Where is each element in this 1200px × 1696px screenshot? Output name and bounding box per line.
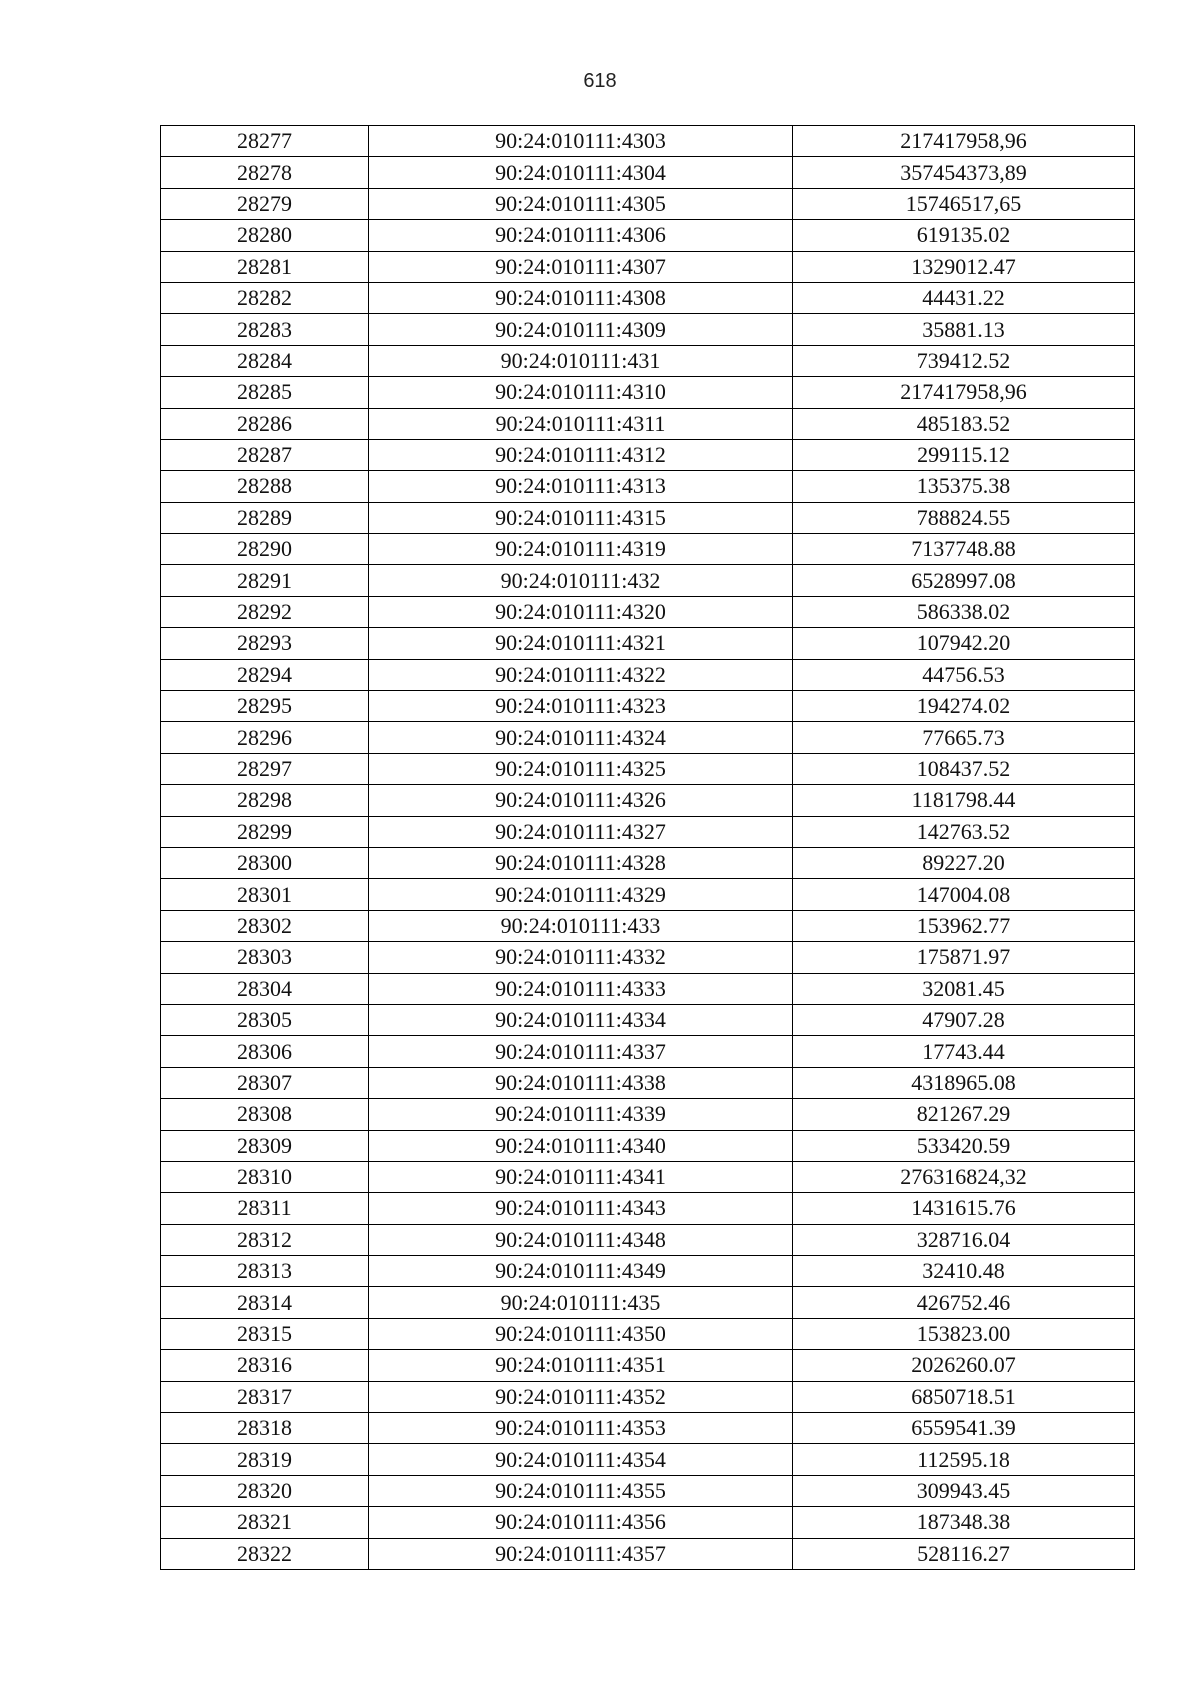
registry-table-body	[161, 126, 1135, 1570]
row-number-cell: 28281	[161, 251, 369, 282]
value-cell: 528116.27	[793, 1538, 1135, 1569]
value-cell: 619135.02	[793, 220, 1135, 251]
table-row	[161, 439, 1135, 470]
value-cell: 112595.18	[793, 1444, 1135, 1475]
value-cell: 147004.08	[793, 879, 1135, 910]
cadastral-number-cell: 90:24:010111:4308	[369, 282, 793, 313]
cadastral-number-cell: 90:24:010111:4348	[369, 1224, 793, 1255]
value-cell: 2026260.07	[793, 1350, 1135, 1381]
row-number-cell: 28316	[161, 1350, 369, 1381]
cadastral-number-cell: 90:24:010111:432	[369, 565, 793, 596]
row-number-cell: 28300	[161, 847, 369, 878]
row-number-cell: 28291	[161, 565, 369, 596]
table-row	[161, 596, 1135, 627]
cadastral-number-cell: 90:24:010111:4357	[369, 1538, 793, 1569]
row-number-cell: 28304	[161, 973, 369, 1004]
row-number-cell: 28311	[161, 1193, 369, 1224]
cadastral-number-cell: 90:24:010111:4329	[369, 879, 793, 910]
value-cell: 533420.59	[793, 1130, 1135, 1161]
table-row	[161, 1287, 1135, 1318]
value-cell: 7137748.88	[793, 534, 1135, 565]
value-cell: 32081.45	[793, 973, 1135, 1004]
cadastral-number-cell: 90:24:010111:4315	[369, 502, 793, 533]
value-cell: 485183.52	[793, 408, 1135, 439]
row-number-cell: 28309	[161, 1130, 369, 1161]
value-cell: 77665.73	[793, 722, 1135, 753]
cadastral-number-cell: 90:24:010111:4350	[369, 1318, 793, 1349]
cadastral-number-cell: 90:24:010111:4304	[369, 157, 793, 188]
value-cell: 217417958,96	[793, 377, 1135, 408]
value-cell: 426752.46	[793, 1287, 1135, 1318]
table-row	[161, 1036, 1135, 1067]
value-cell: 1181798.44	[793, 785, 1135, 816]
cadastral-number-cell: 90:24:010111:4310	[369, 377, 793, 408]
row-number-cell: 28280	[161, 220, 369, 251]
row-number-cell: 28282	[161, 282, 369, 313]
table-row	[161, 314, 1135, 345]
cadastral-number-cell: 90:24:010111:4355	[369, 1475, 793, 1506]
value-cell: 276316824,32	[793, 1161, 1135, 1192]
value-cell: 89227.20	[793, 847, 1135, 878]
table-row	[161, 377, 1135, 408]
table-row	[161, 1256, 1135, 1287]
cadastral-number-cell: 90:24:010111:4322	[369, 659, 793, 690]
table-row	[161, 1161, 1135, 1192]
value-cell: 15746517,65	[793, 188, 1135, 219]
table-row	[161, 753, 1135, 784]
table-row	[161, 1067, 1135, 1098]
cadastral-number-cell: 90:24:010111:4341	[369, 1161, 793, 1192]
value-cell: 175871.97	[793, 942, 1135, 973]
cadastral-number-cell: 90:24:010111:4326	[369, 785, 793, 816]
registry-table	[160, 125, 1135, 1570]
row-number-cell: 28292	[161, 596, 369, 627]
table-row	[161, 471, 1135, 502]
value-cell: 6559541.39	[793, 1413, 1135, 1444]
row-number-cell: 28278	[161, 157, 369, 188]
cadastral-number-cell: 90:24:010111:4313	[369, 471, 793, 502]
row-number-cell: 28294	[161, 659, 369, 690]
row-number-cell: 28320	[161, 1475, 369, 1506]
table-row	[161, 220, 1135, 251]
value-cell: 586338.02	[793, 596, 1135, 627]
table-row	[161, 1538, 1135, 1569]
cadastral-number-cell: 90:24:010111:4312	[369, 439, 793, 470]
row-number-cell: 28308	[161, 1099, 369, 1130]
value-cell: 135375.38	[793, 471, 1135, 502]
value-cell: 44431.22	[793, 282, 1135, 313]
cadastral-number-cell: 90:24:010111:4340	[369, 1130, 793, 1161]
row-number-cell: 28298	[161, 785, 369, 816]
value-cell: 4318965.08	[793, 1067, 1135, 1098]
row-number-cell: 28285	[161, 377, 369, 408]
table-row	[161, 785, 1135, 816]
table-row	[161, 1224, 1135, 1255]
table-row	[161, 1318, 1135, 1349]
table-row	[161, 251, 1135, 282]
row-number-cell: 28293	[161, 628, 369, 659]
table-row	[161, 942, 1135, 973]
row-number-cell: 28317	[161, 1381, 369, 1412]
value-cell: 6850718.51	[793, 1381, 1135, 1412]
cadastral-number-cell: 90:24:010111:433	[369, 910, 793, 941]
cadastral-number-cell: 90:24:010111:4352	[369, 1381, 793, 1412]
value-cell: 35881.13	[793, 314, 1135, 345]
row-number-cell: 28305	[161, 1004, 369, 1035]
cadastral-number-cell: 90:24:010111:4319	[369, 534, 793, 565]
value-cell: 328716.04	[793, 1224, 1135, 1255]
cadastral-number-cell: 90:24:010111:4356	[369, 1507, 793, 1538]
value-cell: 32410.48	[793, 1256, 1135, 1287]
cadastral-number-cell: 90:24:010111:4343	[369, 1193, 793, 1224]
table-row	[161, 722, 1135, 753]
value-cell: 108437.52	[793, 753, 1135, 784]
value-cell: 357454373,89	[793, 157, 1135, 188]
row-number-cell: 28284	[161, 345, 369, 376]
cadastral-number-cell: 90:24:010111:4337	[369, 1036, 793, 1067]
table-row	[161, 1413, 1135, 1444]
table-row	[161, 502, 1135, 533]
cadastral-number-cell: 90:24:010111:4351	[369, 1350, 793, 1381]
table-row	[161, 628, 1135, 659]
row-number-cell: 28318	[161, 1413, 369, 1444]
table-row	[161, 345, 1135, 376]
table-row	[161, 1004, 1135, 1035]
cadastral-number-cell: 90:24:010111:4309	[369, 314, 793, 345]
page-number: 618	[583, 70, 617, 92]
row-number-cell: 28301	[161, 879, 369, 910]
table-row	[161, 1193, 1135, 1224]
cadastral-number-cell: 90:24:010111:4305	[369, 188, 793, 219]
table-row	[161, 847, 1135, 878]
value-cell: 17743.44	[793, 1036, 1135, 1067]
value-cell: 739412.52	[793, 345, 1135, 376]
row-number-cell: 28283	[161, 314, 369, 345]
row-number-cell: 28289	[161, 502, 369, 533]
table-row	[161, 408, 1135, 439]
value-cell: 44756.53	[793, 659, 1135, 690]
cadastral-number-cell: 90:24:010111:4353	[369, 1413, 793, 1444]
cadastral-number-cell: 90:24:010111:4328	[369, 847, 793, 878]
cadastral-number-cell: 90:24:010111:4339	[369, 1099, 793, 1130]
value-cell: 1329012.47	[793, 251, 1135, 282]
cadastral-number-cell: 90:24:010111:4327	[369, 816, 793, 847]
value-cell: 187348.38	[793, 1507, 1135, 1538]
value-cell: 153962.77	[793, 910, 1135, 941]
table-row	[161, 126, 1135, 157]
table-row	[161, 1130, 1135, 1161]
cadastral-number-cell: 90:24:010111:4323	[369, 691, 793, 722]
table-row	[161, 1381, 1135, 1412]
row-number-cell: 28286	[161, 408, 369, 439]
row-number-cell: 28295	[161, 691, 369, 722]
value-cell: 821267.29	[793, 1099, 1135, 1130]
table-row	[161, 973, 1135, 1004]
cadastral-number-cell: 90:24:010111:4307	[369, 251, 793, 282]
table-row	[161, 691, 1135, 722]
table-row	[161, 565, 1135, 596]
row-number-cell: 28310	[161, 1161, 369, 1192]
cadastral-number-cell: 90:24:010111:4321	[369, 628, 793, 659]
cadastral-number-cell: 90:24:010111:4311	[369, 408, 793, 439]
cadastral-number-cell: 90:24:010111:4320	[369, 596, 793, 627]
cadastral-number-cell: 90:24:010111:435	[369, 1287, 793, 1318]
table-row	[161, 1444, 1135, 1475]
row-number-cell: 28319	[161, 1444, 369, 1475]
table-row	[161, 188, 1135, 219]
value-cell: 107942.20	[793, 628, 1135, 659]
value-cell: 142763.52	[793, 816, 1135, 847]
row-number-cell: 28322	[161, 1538, 369, 1569]
table-row	[161, 282, 1135, 313]
value-cell: 47907.28	[793, 1004, 1135, 1035]
row-number-cell: 28313	[161, 1256, 369, 1287]
table-row	[161, 879, 1135, 910]
row-number-cell: 28297	[161, 753, 369, 784]
table-row	[161, 910, 1135, 941]
cadastral-number-cell: 90:24:010111:4324	[369, 722, 793, 753]
value-cell: 153823.00	[793, 1318, 1135, 1349]
value-cell: 217417958,96	[793, 126, 1135, 157]
table-row	[161, 1350, 1135, 1381]
cadastral-number-cell: 90:24:010111:4306	[369, 220, 793, 251]
cadastral-number-cell: 90:24:010111:4334	[369, 1004, 793, 1035]
row-number-cell: 28303	[161, 942, 369, 973]
row-number-cell: 28302	[161, 910, 369, 941]
row-number-cell: 28299	[161, 816, 369, 847]
row-number-cell: 28315	[161, 1318, 369, 1349]
row-number-cell: 28288	[161, 471, 369, 502]
cadastral-number-cell: 90:24:010111:4333	[369, 973, 793, 1004]
cadastral-number-cell: 90:24:010111:4338	[369, 1067, 793, 1098]
table-row	[161, 1099, 1135, 1130]
row-number-cell: 28312	[161, 1224, 369, 1255]
table-row	[161, 534, 1135, 565]
table-row	[161, 816, 1135, 847]
row-number-cell: 28314	[161, 1287, 369, 1318]
value-cell: 194274.02	[793, 691, 1135, 722]
cadastral-number-cell: 90:24:010111:4354	[369, 1444, 793, 1475]
row-number-cell: 28279	[161, 188, 369, 219]
cadastral-number-cell: 90:24:010111:431	[369, 345, 793, 376]
cadastral-number-cell: 90:24:010111:4325	[369, 753, 793, 784]
table-row	[161, 1507, 1135, 1538]
value-cell: 299115.12	[793, 439, 1135, 470]
row-number-cell: 28306	[161, 1036, 369, 1067]
value-cell: 309943.45	[793, 1475, 1135, 1506]
table-row	[161, 659, 1135, 690]
row-number-cell: 28287	[161, 439, 369, 470]
row-number-cell: 28307	[161, 1067, 369, 1098]
row-number-cell: 28290	[161, 534, 369, 565]
value-cell: 6528997.08	[793, 565, 1135, 596]
row-number-cell: 28296	[161, 722, 369, 753]
cadastral-number-cell: 90:24:010111:4349	[369, 1256, 793, 1287]
cadastral-number-cell: 90:24:010111:4332	[369, 942, 793, 973]
value-cell: 1431615.76	[793, 1193, 1135, 1224]
cadastral-number-cell: 90:24:010111:4303	[369, 126, 793, 157]
value-cell: 788824.55	[793, 502, 1135, 533]
row-number-cell: 28321	[161, 1507, 369, 1538]
row-number-cell: 28277	[161, 126, 369, 157]
table-row	[161, 157, 1135, 188]
table-row	[161, 1475, 1135, 1506]
